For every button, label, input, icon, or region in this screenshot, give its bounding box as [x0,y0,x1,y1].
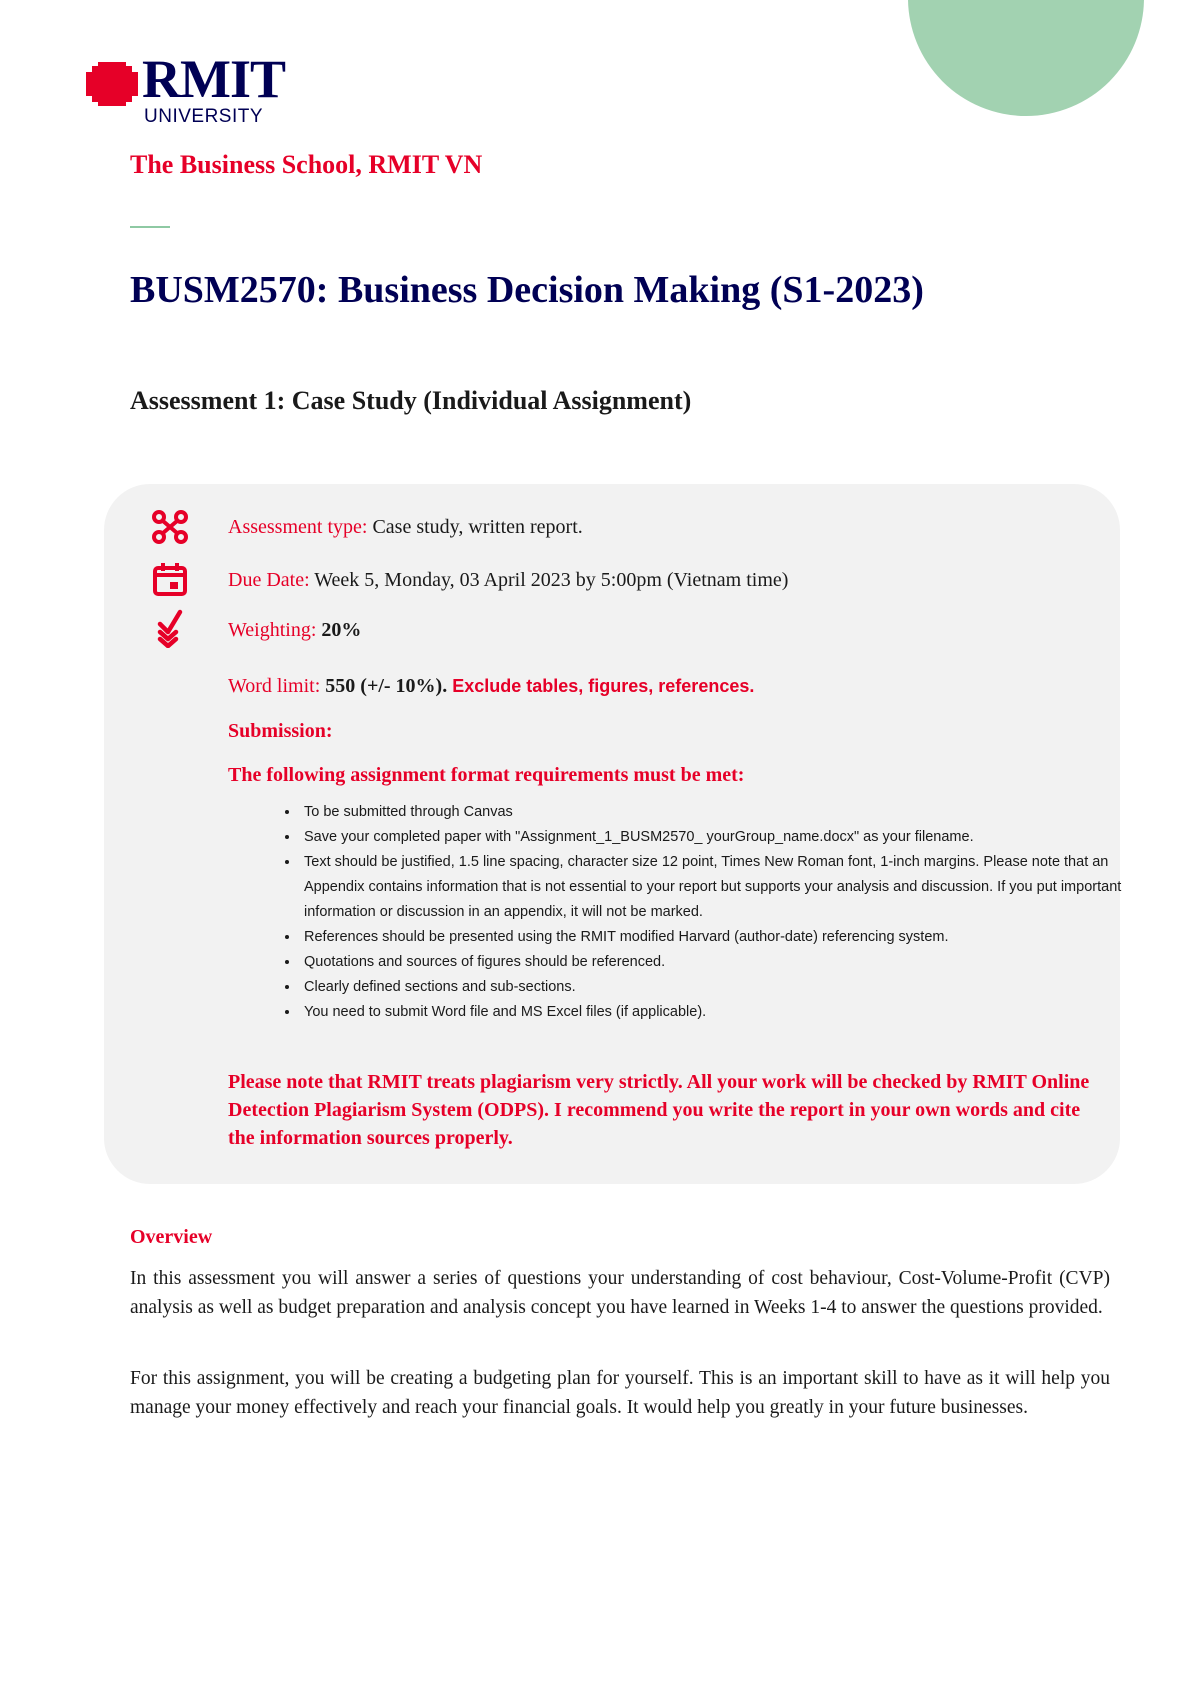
divider [130,226,170,228]
assessment-type-label: Assessment type: [228,516,368,538]
list-item: • Text should be justified, 1.5 line spacing, character size 12 point, Times New Roman font, 1-inch margins. Please note that an Appendix contains information that is not essential to your report but supports your analysis and discussion. If you put important information or discussion in an appendix, it will not be marked. [300,850,1170,925]
word-limit-exclusions: Exclude tables, figures, references. [447,676,755,696]
network-icon [152,510,188,544]
weighting-row [228,619,361,642]
plagiarism-note: Please note that RMIT treats plagiarism very strictly. All your work will be checked by RMIT Online Detection Plagiarism System (ODPS). I recommend you write the report in your own words and cite the information sources properly. [228,1071,1090,1149]
logo-wordmark: RMIT [142,49,285,109]
requirements-list [228,800,1170,1025]
word-limit-row [228,675,754,698]
overview-paragraph: In this assessment you will answer a series of questions your understanding of cost behaviour, Cost-Volume-Profit (CVP) analysis as well as budget preparation and analysis concept you have learned in Weeks 1-4 to answer the questions provided. [130,1268,1110,1318]
school-name: The Business School, RMIT VN [130,150,483,179]
assessment-type-value: Case study, written report. [367,516,583,538]
logo-subline: UNIVERSITY [144,106,264,127]
list-item: • References should be presented using the RMIT modified Harvard (author-date) referencing system. [300,925,1170,950]
format-requirements-heading: The following assignment format requirements must be met: [228,764,745,786]
list-item: • Quotations and sources of figures should be referenced. [300,950,1170,975]
weighting-label: Weighting: [228,619,317,641]
assessment-title: Assessment 1: Case Study (Individual Assignment) [130,386,692,415]
list-item: • You need to submit Word file and MS Excel files (if applicable). [300,1000,1170,1025]
word-limit-value: 550 (+/- 10%). [320,675,448,697]
list-item: • Save your completed paper with "Assignment_1_BUSM2570_ yourGroup_name.docx" as your filename. [300,825,1170,850]
rmit-pixel-mark-icon [86,62,138,106]
assessment-type-row [228,516,583,539]
due-date-label: Due Date: [228,569,310,591]
rmit-logo [86,49,296,130]
submission-label: Submission: [228,720,333,742]
weighting-value: 20% [316,619,362,641]
list-item: • To be submitted through Canvas [300,800,1170,825]
overview-heading: Overview [130,1226,213,1248]
decorative-green-circle [908,0,1144,116]
due-date-value: Week 5, Monday, 03 April 2023 by 5:00pm (Vietnam time) [309,569,789,591]
course-title: BUSM2570: Business Decision Making (S1-2023) [130,269,924,311]
list-item: • Clearly defined sections and sub-sections. [300,975,1170,1000]
word-limit-label: Word limit: [228,675,321,697]
due-date-row [228,569,788,592]
overview-paragraph: For this assignment, you will be creating a budgeting plan for yourself. This is an important skill to have as it will help you manage your money effectively and reach your financial goals. It would help you greatly in your future businesses. [130,1368,1110,1418]
chevrons-down-icon [152,608,188,648]
calendar-icon [152,562,188,596]
